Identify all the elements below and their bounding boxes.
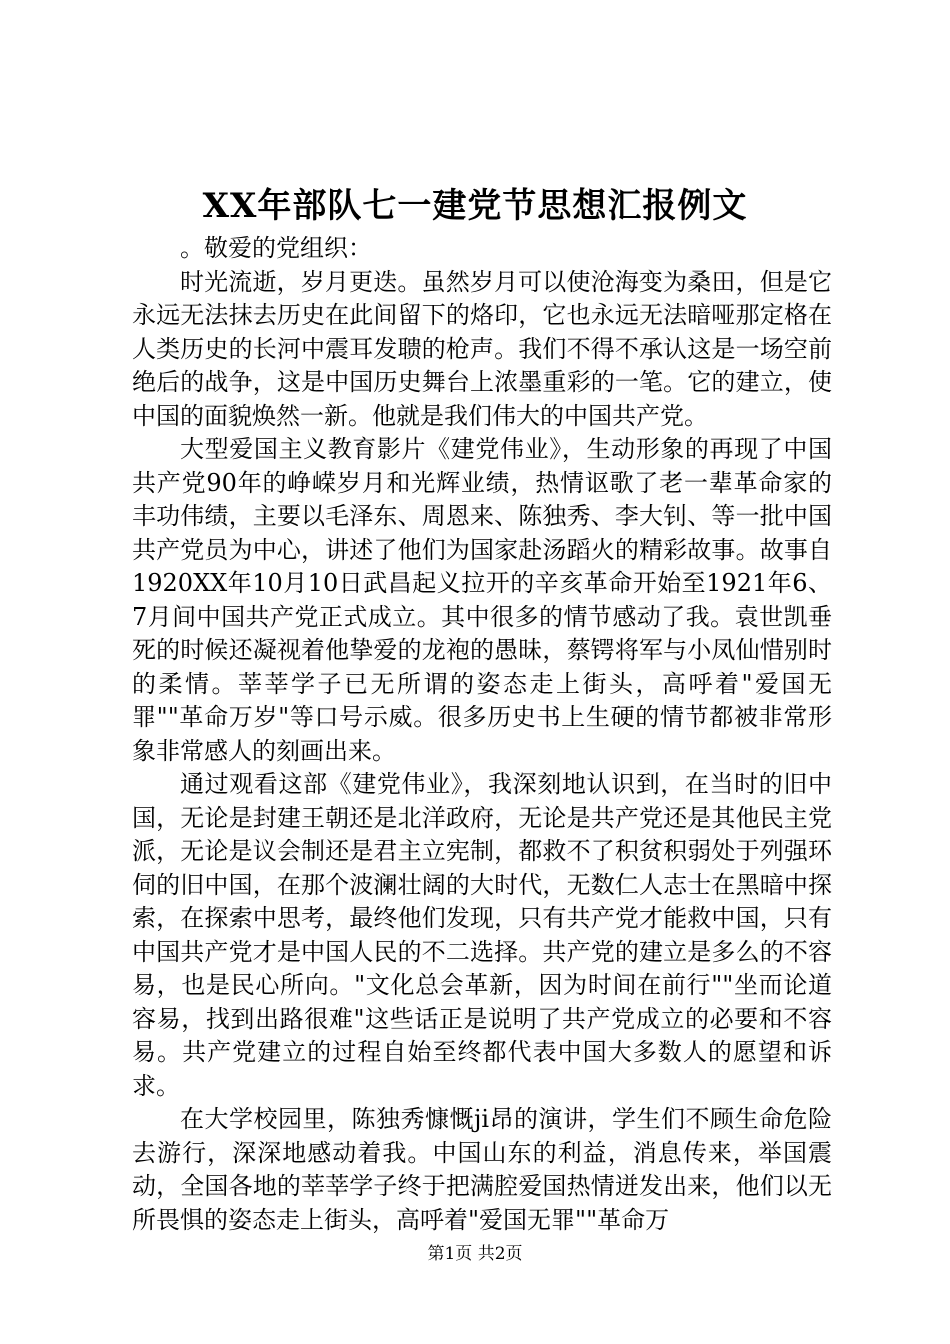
- salutation: 。敬爱的党组织：: [180, 234, 372, 262]
- page-title: XX年部队七一建党节思想汇报例文: [202, 186, 748, 226]
- paragraph-3: 通过观看这部《建党伟业》，我深刻地认识到，在当时的旧中国，无论是封建王朝还是北洋政府，无论是共产党还是其他民主党派，无论是议会制还是君主立宪制，都救不了积贫积弱处于列强环伺的旧中国，在那个波澜壮阔的大时代，无数仁人志士在黑暗中探索，在探索中思考，最终他们发现，只有共产党才能救中国，只有中国共产党才是中国人民的不二选择。共产党的建立是多么的不容易，也是民心所向。"文化总会革新，因为时间在前行""坐而论道容易，找到出路很难"这些话正是说明了共产党成立的必要和不容易。共产党建立的过程自始至终都代表中国大多数人的愿望和诉求。: [132, 770, 832, 1100]
- document-body: [132, 232, 832, 1237]
- page-number-footer: 第1页 共2页: [427, 1244, 523, 1264]
- paragraph-1: 时光流逝，岁月更迭。虽然岁月可以使沧海变为桑田，但是它永远无法抹去历史在此间留下的烙印，它也永远无法暗哑那定格在人类历史的长河中震耳发聩的枪声。我们不得不承认这是一场空前绝后的战争，这是中国历史舞台上浓墨重彩的一笔。它的建立，使中国的面貌焕然一新。他就是我们伟大的中国共产党。: [132, 267, 832, 430]
- paragraph-4: 在大学校园里，陈独秀慷慨ji昂的演讲，学生们不顾生命危险去游行，深深地感动着我。中国山东的利益，消息传来，举国震动，全国各地的莘莘学子终于把满腔爱国热情迸发出来，他们以无所畏惧的姿态走上街头，高呼着"爱国无罪""革命万: [132, 1105, 832, 1234]
- paragraph-2: 大型爱国主义教育影片《建党伟业》，生动形象的再现了中国共产党90年的峥嵘岁月和光辉业绩，热情讴歌了老一辈革命家的丰功伟绩，主要以毛泽东、周恩来、陈独秀、李大钊、等一批中国共产党员为中心，讲述了他们为国家赴汤蹈火的精彩故事。故事自1920XX年10月10日武昌起义拉开的辛亥革命开始至1921年6、7月间中国共产党正式成立。其中很多的情节感动了我。袁世凯垂死的时候还凝视着他挚爱的龙袍的愚昧，蔡锷将军与小凤仙惜别时的柔情。莘莘学子已无所谓的姿态走上街头，高呼着"爱国无罪""革命万岁"等口号示威。很多历史书上生硬的情节都被非常形象非常感人的刻画出来。: [132, 435, 832, 765]
